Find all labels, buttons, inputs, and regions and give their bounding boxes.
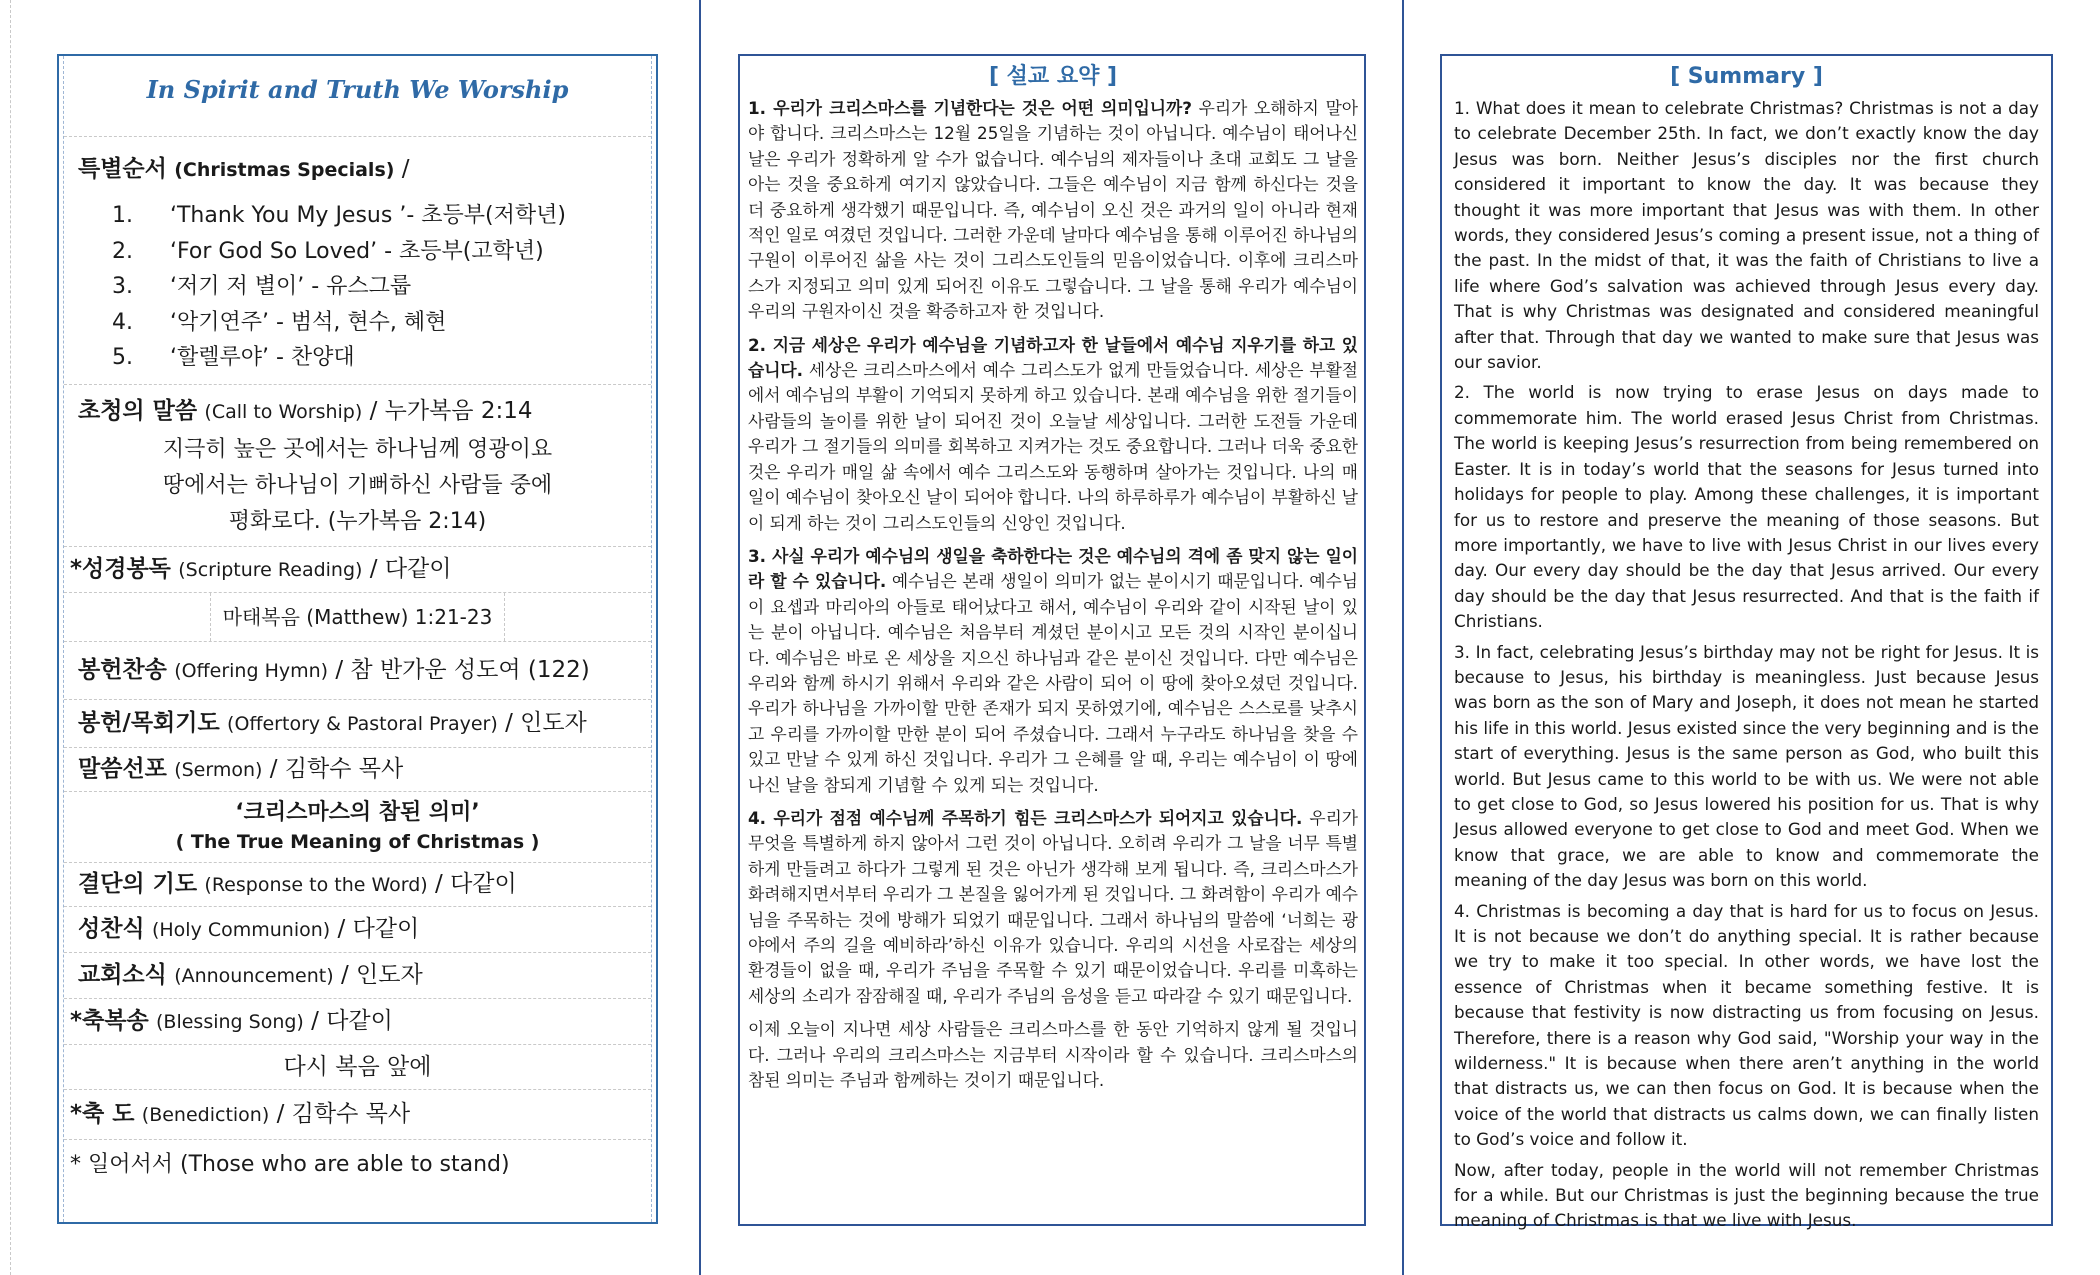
communion-ko-label: 성찬식: [78, 915, 145, 942]
english-summary-panel: [1440, 54, 2053, 1231]
item-number: 1.: [112, 203, 133, 228]
page-edge-dashed: [10, 0, 11, 1275]
list-item: [64, 198, 651, 234]
english-summary-paragraph: 4. Christmas is becoming a day that is hard for us to focus on Jesus. It is not because we don’t do anything special. It is rather because we try to make it too special. In other words, we have lost the essence of Christmas when it became something festive. It is because that festivity is now distracting us from focusing on Jesus. Therefore, there is a reason why God said, "Worship your way in the wilderness." It is because when there aren’t anything in the world that distracts us, we can then focus on God. It is because when the voice of the world that distracts us calms down, we can finally listen to God’s voice and follow it.: [1454, 900, 2039, 1150]
item-text: ‘할렐루야’ - 찬양대: [170, 345, 355, 370]
paragraph-lead: 2. 지금 세상은 우리가 예수님을 기념하고자 한 날들에서 예수님 지우기를 하고 있습니다.: [748, 334, 1358, 381]
list-item: [64, 340, 651, 376]
english-summary-paragraph: 1. What does it mean to celebrate Christmas? Christmas is not a day to celebrate December 25th. In fact, we don’t exactly know the day Jesus was born. Neither Jesus’s disciples nor the first church considered it important to know the day. It was because they thought it was more important that Jesus was with them. In other words, they considered Jesus’s coming a present issue, not a thing of the past. In the midst of that, it was the faith of Christians to live a life where God’s salvation was achieved through Jesus every day. That is why Christmas was designated and considered meaningful after that. Through that day we wanted to make sure that Jesus was our savior.: [1454, 98, 2039, 373]
call-verse-line: 땅에서는 하나님이 기뻐하신 사람들 중에: [162, 472, 553, 498]
specials-en-label: (Christmas Specials): [174, 159, 395, 181]
response-ko-label: 결단의 기도: [78, 870, 198, 897]
fold-line-right: [1402, 0, 1404, 1275]
korean-summary-paragraph: [748, 96, 1358, 325]
korean-summary-paragraph: [748, 1017, 1358, 1093]
benediction-row: [64, 1090, 651, 1140]
paragraph-body: 우리가 오해하지 말아야 합니다. 크리스마스는 12월 25일을 기념하는 것이 아닙니다. 예수님이 태어나신 날은 우리가 정확하게 알 수가 없습니다. 예수님의 제자들이나 초대 교회도 그 날을 아는 것을 중요하게 여기지 않았습니다. 그들은 예수님이 지금 함께 하신다는 것을 더 중요하게 생각했기 때문입니다. 즉, 예수님이 오신 것은 과거의 일이 아니라 현재적인 일로 여겼던 것입니다. 그러한 가운데 날마다 예수님을 통해 이루어진 하나님의 구원이 이루어진 삶을 사는 것이 그리스도인들의 믿음이었습니다. 이후에 크리스마스가 지정되고 의미 있게 되어진 이유도 그렇습니다. 그 날을 통해 우리가 예수님이 우리의 구원자이신 것을 확증하고자 한 것입니다.: [748, 98, 1359, 322]
response-row: [64, 863, 651, 907]
specials-list: [64, 198, 651, 376]
item-text: ‘악기연주’ - 범석, 현수, 혜현: [170, 309, 447, 335]
blessing-en-label: (Blessing Song): [156, 1010, 304, 1033]
offering-hymn-title: / 참 반가운 성도여 (122): [335, 656, 590, 683]
sermon-title-ko: ‘크리스마스의 참된 의미’: [235, 799, 480, 825]
call-ko-label: 초청의 말씀: [78, 397, 198, 424]
call-en-label: (Call to Worship): [204, 400, 363, 423]
specials-ko-label: 특별순서: [78, 156, 167, 182]
sermon-ko-label: 말씀선포: [78, 755, 167, 782]
scripture-reading-row: [64, 547, 651, 593]
offertory-row: [64, 700, 651, 748]
item-number: 3.: [112, 274, 133, 299]
sermon-title-block: [64, 792, 651, 863]
korean-summary-title: [ 설교 요약 ]: [988, 64, 1118, 89]
announcement-en-label: (Announcement): [174, 964, 334, 987]
sermon-title-en: ( The True Meaning of Christmas ): [175, 830, 540, 853]
fold-line-left: [699, 0, 701, 1275]
call-verse-line: 평화로다. (누가복음 2:14): [228, 508, 487, 534]
korean-summary-paragraph: [748, 806, 1358, 1009]
item-number: 5.: [112, 345, 133, 370]
scripture-leader: / 다같이: [369, 555, 452, 582]
paragraph-body: 예수님은 본래 생일이 의미가 없는 분이시기 때문입니다. 예수님이 요셉과 마리아의 아들로 태어났다고 해서, 예수님이 우리와 같이 시작된 날이 있는 분이 아닙니다. 예수님은 처음부터 계셨던 분이시고 모든 것의 시작인 분이십니다. 예수님은 바로 온 세상을 지으신 하나님과 같은 분이신 것입니다. 다만 예수님은 우리와 함께 하시기 위해서 우리와 같은 사람이 되어 이 땅에 찾아오셨던 것입니다. 우리가 하나님을 가까이할 만한 존재가 되지 못하였기에, 예수님은 스스로를 낮추시고 우리를 가까이할 만한 분이 되어 주셨습니다. 그래서 누구라도 하나님을 찾을 수 있고 만날 수 있게 하신 것입니다. 우리가 그 은혜를 알 때, 우리는 예수님이 이 땅에 나신 날을 참되게 기념할 수 있게 되는 것입니다.: [748, 571, 1358, 795]
call-reference: / 누가복음 2:14: [369, 397, 533, 424]
korean-summary-panel: [738, 54, 1366, 1226]
blessing-song-title: 다시 복음 앞에: [64, 1045, 651, 1090]
announcement-row: [64, 953, 651, 999]
worship-title: In Spirit and Truth We Worship: [64, 56, 651, 137]
scripture-reference-box: [64, 593, 651, 642]
english-summary-title: [ Summary ]: [1670, 64, 1823, 89]
sermon-en-label: (Sermon): [174, 758, 263, 781]
call-verse-line: 지극히 높은 곳에서는 하나님께 영광이요: [162, 436, 553, 462]
christmas-specials-heading: [64, 147, 651, 192]
christmas-specials-section: [64, 137, 651, 385]
benediction-ko-label: *축 도: [70, 1100, 135, 1127]
list-item: [64, 234, 651, 270]
blessing-leader: / 다같이: [311, 1007, 393, 1034]
specials-slash: /: [401, 156, 410, 182]
communion-en-label: (Holy Communion): [151, 918, 331, 941]
paragraph-body: 우리가 무엇을 특별하게 하지 않아서 그런 것이 아닙니다. 오히려 우리가 그 날을 너무 특별하게 만들려고 하다가 그렇게 된 것은 아닌가 생각해 보게 됩니다. 즉, 크리스마스가 화려해지면서부터 우리가 그 본질을 잃어가게 된 것입니다. 그 화려함이 우리가 예수님을 주목하는 것에 방해가 되었기 때문입니다. 그래서 하나님의 말씀에 ‘너희는 광야에서 주의 길을 예비하라’하신 이유가 있습니다. 우리의 시선을 사로잡는 세상의 환경들이 없을 때, 우리가 주님을 주목할 수 있기 때문이었습니다. 우리를 미혹하는 세상의 소리가 잠잠해질 때, 우리가 주님의 음성을 듣고 따라갈 수 있기 때문입니다.: [748, 807, 1358, 1006]
sermon-preacher: / 김학수 목사: [269, 755, 404, 782]
scripture-reference: 마태복음 (Matthew) 1:21-23: [210, 593, 506, 641]
scripture-en-label: (Scripture Reading): [178, 558, 363, 581]
list-item: [64, 269, 651, 305]
response-leader: / 다같이: [435, 870, 517, 897]
item-text: ‘저기 저 별이’ - 유스그룹: [170, 274, 412, 299]
benediction-en-label: (Benediction): [141, 1103, 270, 1126]
offertory-ko-label: 봉헌/목회기도: [78, 709, 220, 736]
blessing-song-row: [64, 999, 651, 1045]
call-to-worship-section: [64, 385, 651, 547]
sermon-row: [64, 748, 651, 792]
announcement-leader: / 인도자: [340, 961, 423, 988]
english-summary-paragraph: Now, after today, people in the world will not remember Christmas for a while. But our Christmas is just the beginning because the true meaning of Christmas is that we live with Jesus.: [1454, 1159, 2039, 1231]
communion-leader: / 다같이: [337, 915, 420, 942]
announcement-ko-label: 교회소식: [78, 961, 167, 988]
offertory-leader: / 인도자: [505, 709, 587, 736]
paragraph-body: 세상은 크리스마스에서 예수 그리스도가 없게 만들었습니다. 세상은 부활절에서 예수님의 부활이 기억되지 못하게 하고 있습니다. 본래 예수님을 위한 절기들이 사람들의 놀이를 위한 날이 되어진 것이 오늘날 세상입니다. 그러한 도전들 가운데 우리가 그 절기들의 의미를 회복하고 지켜가는 것도 중요합니다. 그러나 더욱 중요한 것은 우리가 매일 삶 속에서 예수 그리스도와 동행하며 살아가는 것입니다. 나의 매일이 예수님이 찾아오신 날이 되어야 합니다. 나의 하루하루가 예수님이 부활하신 날이 되게 하는 것이 그리스도인들의 신앙인 것입니다.: [748, 360, 1358, 533]
offering-hymn-ko-label: 봉헌찬송: [78, 656, 167, 683]
item-number: 2.: [112, 238, 133, 264]
korean-summary-paragraph: [748, 333, 1358, 536]
item-text: ‘Thank You My Jesus ’- 초등부(저학년): [170, 203, 566, 228]
offertory-en-label: (Offertory & Pastoral Prayer): [227, 712, 498, 735]
call-to-worship-heading: [78, 391, 637, 432]
list-item: [64, 305, 651, 341]
benediction-pastor: / 김학수 목사: [276, 1100, 411, 1127]
offering-hymn-row: [64, 642, 651, 700]
item-text: ‘For God So Loved’ - 초등부(고학년): [170, 238, 544, 264]
response-en-label: (Response to the Word): [204, 873, 428, 896]
english-summary-paragraph: 2. The world is now trying to erase Jesus on days made to commemorate him. The world erased Jesus Christ from Christmas. The world is keeping Jesus’s resurrection from being remembered on Easter. It is in today’s world that the seasons for Jesus turned into holidays for people to play. Among these challenges, it is important for us to restore and preserve the meaning of those seasons. But more importantly, we have to live with Jesus Christ in our lives every day. Our every day should be the day that Jesus arrived. Our every day should be the day that Jesus resurrected. And that is the faith if Christians.: [1454, 382, 2039, 632]
paragraph-lead: 3. 사실 우리가 예수님의 생일을 축하한다는 것은 예수님의 격에 좀 맞지 않는 일이라 할 수 있습니다.: [748, 545, 1358, 592]
korean-summary-paragraph: [748, 544, 1358, 798]
communion-row: [64, 907, 651, 953]
paragraph-body: 이제 오늘이 지나면 세상 사람들은 크리스마스를 한 동안 기억하지 않게 될 것입니다. 그러나 우리의 크리스마스는 지금부터 시작이라 할 수 있습니다. 크리스마스의 참된 의미는 주님과 함께하는 것이기 때문입니다.: [748, 1019, 1358, 1091]
english-summary-paragraph: 3. In fact, celebrating Jesus’s birthday may not be right for Jesus. It is because to Jesus, his birthday is meaningless. Just because Jesus was born as the son of Mary and Joseph, it does not mean he started his life in this world. Jesus existed since the very beginning and is the start of everything. Jesus is the same person as God, who built this world. But Jesus came to this world to be with us. We were not able to get close to God, so Jesus lowered his position for us. That is why Jesus allowed everyone to get close to God and meet God. When we know that grace, we are able to know and commemorate the meaning of the day Jesus was born on this world.: [1454, 641, 2039, 891]
paragraph-lead: 4. 우리가 점점 예수님께 주목하기 힘든 크리스마스가 되어지고 있습니다.: [748, 807, 1303, 828]
stand-note: * 일어서서 (Those who are able to stand): [70, 1151, 510, 1177]
offering-hymn-en-label: (Offering Hymn): [174, 659, 329, 682]
blessing-ko-label: *축복송: [70, 1007, 149, 1034]
scripture-ko-label: *성경봉독: [70, 555, 171, 582]
order-of-worship-panel: [57, 54, 658, 1224]
item-number: 4.: [112, 309, 133, 335]
paragraph-lead: 1. 우리가 크리스마스를 기념한다는 것은 어떤 의미입니까?: [748, 98, 1192, 118]
